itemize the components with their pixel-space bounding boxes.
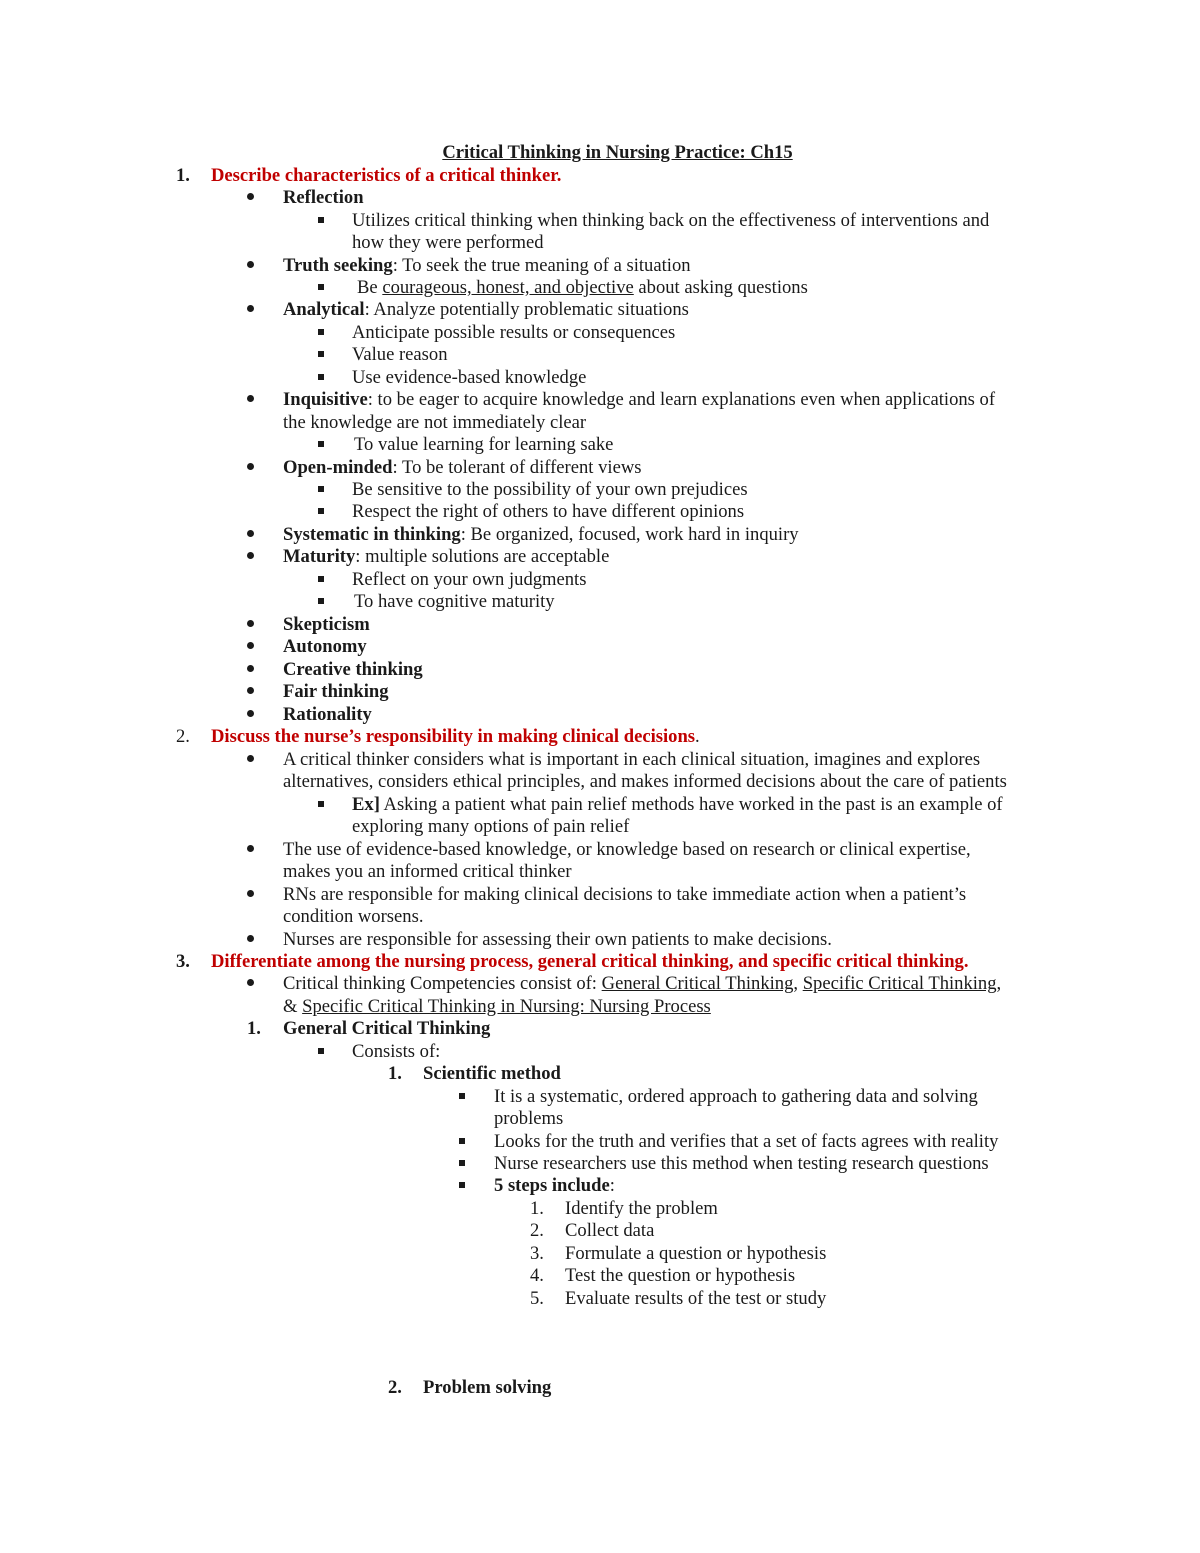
term-analytical: Analytical	[283, 299, 365, 320]
sm-point-3: Nurse researchers use this method when testing research questions	[494, 1153, 989, 1174]
sm-point-2: Looks for the truth and verifies that a set of facts agrees with reality	[494, 1131, 999, 1152]
bullet-dot-icon	[247, 935, 254, 942]
truth-detail-post: about asking questions	[633, 277, 808, 298]
scientific-method-heading: Scientific method	[423, 1063, 561, 1084]
bullet-square-icon	[459, 1182, 465, 1188]
analytical-detail-1: Anticipate possible results or consequences	[352, 322, 676, 343]
bullet-square-icon	[318, 486, 324, 492]
bullet-dot-icon	[247, 687, 254, 694]
bullet-dot-icon	[247, 463, 254, 470]
step-number: 3.	[530, 1243, 544, 1264]
bullet-square-icon	[318, 284, 324, 290]
bullet-dot-icon	[247, 530, 254, 537]
bullet-dot-icon	[247, 755, 254, 762]
s2-point-3-line-2: condition worsens.	[283, 906, 424, 927]
section-3-heading: Differentiate among the nursing process, general critical thinking, and specific critical thinking.	[211, 951, 969, 972]
term-autonomy: Autonomy	[283, 636, 367, 657]
bullet-dot-icon	[247, 979, 254, 986]
analytical-text: : Analyze potentially problematic situations	[364, 299, 689, 320]
bullet-dot-icon	[247, 193, 254, 200]
competency-nursing-process: Specific Critical Thinking in Nursing: Nursing Process	[302, 996, 711, 1017]
systematic-item	[283, 524, 799, 547]
truth-seeking-item	[283, 255, 691, 278]
systematic-text: : Be organized, focused, work hard in inquiry	[460, 524, 799, 545]
term-fair-thinking: Fair thinking	[283, 681, 389, 702]
term-systematic: Systematic in thinking	[283, 524, 461, 545]
sm-point-1-line-2: problems	[494, 1108, 564, 1129]
bullet-dot-icon	[247, 890, 254, 897]
bullet-square-icon	[459, 1093, 465, 1099]
term-creative-thinking: Creative thinking	[283, 659, 423, 680]
bullet-square-icon	[318, 351, 324, 357]
section-2-period: .	[695, 726, 700, 747]
maturity-detail-2: To have cognitive maturity	[354, 591, 555, 612]
inquisitive-item	[283, 389, 995, 412]
s2-example-line-1	[352, 794, 1003, 817]
open-minded-detail-1: Be sensitive to the possibility of your own prejudices	[352, 479, 748, 500]
bullet-square-icon	[318, 801, 324, 807]
bullet-square-icon	[318, 576, 324, 582]
consists-of: Consists of:	[352, 1041, 441, 1062]
section-1-heading: Describe characteristics of a critical thinker.	[211, 165, 562, 186]
section-3-number: 3.	[176, 951, 190, 972]
truth-seeking-text: : To seek the true meaning of a situation	[392, 255, 691, 276]
scientific-method-number: 1.	[388, 1063, 402, 1084]
bullet-dot-icon	[247, 642, 254, 649]
maturity-text: : multiple solutions are acceptable	[355, 546, 610, 567]
bullet-dot-icon	[247, 552, 254, 559]
s2-point-4: Nurses are responsible for assessing their own patients to make decisions.	[283, 929, 832, 950]
truth-detail-underlined: courageous, honest, and objective	[382, 277, 634, 298]
term-open-minded: Open-minded	[283, 457, 393, 478]
s2-point-3-line-1: RNs are responsible for making clinical decisions to take immediate action when a patient’s	[283, 884, 967, 905]
bullet-square-icon	[318, 441, 324, 447]
steps-include-colon: :	[609, 1175, 615, 1196]
maturity-item	[283, 546, 609, 569]
competencies-intro: Critical thinking Competencies consist of:	[283, 973, 602, 994]
bullet-dot-icon	[247, 305, 254, 312]
inquisitive-detail: To value learning for learning sake	[354, 434, 614, 455]
example-text: Asking a patient what pain relief methods have worked in the past is an example of	[379, 794, 1003, 815]
bullet-square-icon	[318, 508, 324, 514]
inquisitive-text-2: the knowledge are not immediately clear	[283, 412, 587, 433]
bullet-dot-icon	[247, 710, 254, 717]
term-rationality: Rationality	[283, 704, 372, 725]
general-critical-thinking-heading: General Critical Thinking	[283, 1018, 491, 1039]
step-item: Formulate a question or hypothesis	[565, 1243, 827, 1264]
term-inquisitive: Inquisitive	[283, 389, 368, 410]
term-reflection: Reflection	[283, 187, 364, 208]
section-2-heading-line	[211, 726, 700, 749]
reflection-detail-2: how they were performed	[352, 232, 544, 253]
s2-point-1-line-1: A critical thinker considers what is important in each clinical situation, imagines and explores	[283, 749, 981, 770]
steps-include-label: 5 steps include	[494, 1175, 610, 1196]
term-skepticism: Skepticism	[283, 614, 370, 635]
open-minded-detail-2: Respect the right of others to have different opinions	[352, 501, 745, 522]
bullet-square-icon	[318, 329, 324, 335]
problem-solving-number: 2.	[388, 1377, 402, 1398]
section-1-number: 1.	[176, 165, 190, 186]
s2-example-line-2: exploring many options of pain relief	[352, 816, 630, 837]
truth-seeking-detail	[357, 277, 808, 300]
analytical-detail-3: Use evidence-based knowledge	[352, 367, 587, 388]
bullet-dot-icon	[247, 620, 254, 627]
step-item: Identify the problem	[565, 1198, 718, 1219]
sm-point-1-line-1: It is a systematic, ordered approach to gathering data and solving	[494, 1086, 978, 1107]
analytical-item	[283, 299, 689, 322]
gct-number: 1.	[247, 1018, 261, 1039]
bullet-square-icon	[318, 217, 324, 223]
bullet-dot-icon	[247, 845, 254, 852]
competencies-line-2	[283, 996, 711, 1019]
step-item: Evaluate results of the test or study	[565, 1288, 827, 1309]
problem-solving-heading: Problem solving	[423, 1377, 552, 1398]
inquisitive-text: : to be eager to acquire knowledge and learn explanations even when applications of	[367, 389, 996, 410]
open-minded-item	[283, 457, 642, 480]
competency-comma: ,	[996, 973, 1002, 994]
bullet-square-icon	[318, 374, 324, 380]
competency-separator: ,	[793, 973, 803, 994]
bullet-dot-icon	[247, 395, 254, 402]
bullet-square-icon	[318, 598, 324, 604]
s2-point-1-line-2: alternatives, considers ethical principles, and makes informed decisions about the care of patients	[283, 771, 1007, 792]
page-title: Critical Thinking in Nursing Practice: Ch15	[442, 142, 793, 163]
competency-specific: Specific Critical Thinking	[802, 973, 997, 994]
term-truth-seeking: Truth seeking	[283, 255, 393, 276]
bullet-dot-icon	[247, 261, 254, 268]
bullet-square-icon	[459, 1160, 465, 1166]
open-minded-text: : To be tolerant of different views	[392, 457, 642, 478]
s2-point-2-line-1: The use of evidence-based knowledge, or knowledge based on research or clinical expertise,	[283, 839, 971, 860]
bullet-square-icon	[459, 1138, 465, 1144]
reflection-detail-1: Utilizes critical thinking when thinking back on the effectiveness of interventions and	[352, 210, 990, 231]
competency-general: General Critical Thinking	[601, 973, 794, 994]
step-item: Collect data	[565, 1220, 655, 1241]
steps-include-line	[494, 1175, 615, 1198]
maturity-detail-1: Reflect on your own judgments	[352, 569, 587, 590]
term-maturity: Maturity	[283, 546, 356, 567]
step-number: 2.	[530, 1220, 544, 1241]
competencies-line-1	[283, 973, 1001, 996]
s2-point-2-line-2: makes you an informed critical thinker	[283, 861, 572, 882]
section-2-number: 2.	[176, 726, 190, 747]
bullet-square-icon	[318, 1048, 324, 1054]
step-number: 4.	[530, 1265, 544, 1286]
step-number: 5.	[530, 1288, 544, 1309]
section-2-heading: Discuss the nurse’s responsibility in making clinical decisions	[211, 726, 696, 747]
step-number: 1.	[530, 1198, 544, 1219]
example-label: Ex]	[352, 794, 380, 815]
truth-detail-pre: Be	[357, 277, 383, 298]
competency-ampersand: &	[283, 996, 303, 1017]
bullet-dot-icon	[247, 665, 254, 672]
step-item: Test the question or hypothesis	[565, 1265, 796, 1286]
analytical-detail-2: Value reason	[352, 344, 448, 365]
